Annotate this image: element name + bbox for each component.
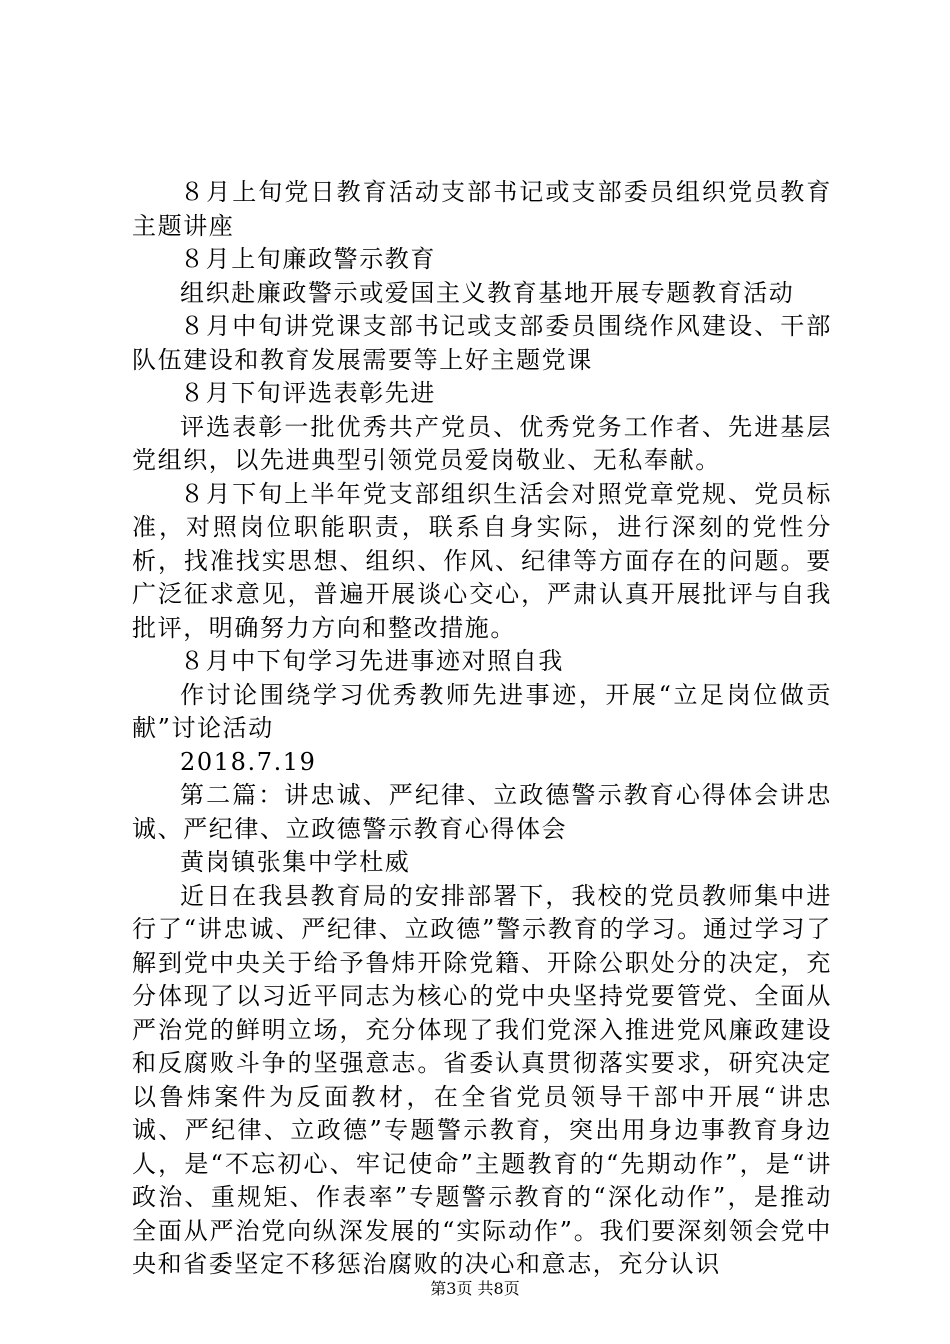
paragraph-8: ８月中下旬学习先进事迹对照自我 [180, 647, 564, 675]
paragraph-5: ８月下旬评选表彰先进 [180, 379, 436, 407]
paragraph-9: 作讨论围绕学习优秀教师先进事迹，开展“立足岗位做贡献”讨论活动 [132, 680, 832, 742]
paragraph-7: ８月下旬上半年党支部组织生活会对照党章党规、党员标准，对照岗位职能职责，联系自身实际，进行深刻的党性分析，找准找实思想、组织、作风、纪律等方面存在的问题。要广泛征求意见，普遍开展谈心交心，严肃认真开展批评与自我批评，明确努力方向和整改措施。 [132, 479, 832, 642]
paragraph-date: 2018.7.19 [180, 747, 317, 776]
paragraph-3: 组织赴廉政警示或爱国主义教育基地开展专题教育活动 [180, 278, 795, 307]
page-number-footer: 第3页 共8页 [430, 1279, 520, 1298]
paragraph-2: ８月上旬廉政警示教育 [180, 245, 436, 273]
paragraph-1: ８月上旬党日教育活动支部书记或支部委员组织党员教育主题讲座 [132, 178, 832, 240]
paragraph-author: 黄岗镇张集中学杜威 [180, 848, 411, 876]
document-body [132, 176, 832, 1282]
paragraph-body: 近日在我县教育局的安排部署下，我校的党员教师集中进行了“讲忠诚、严纪律、立政德”警示教育的学习。通过学习了解到党中央关于给予鲁炜开除党籍、开除公职处分的决定，充分体现了以习近平同志为核心的党中央坚持党要管党、全面从严治党的鲜明立场，充分体现了我们党深入推进党风廉政建设和反腐败斗争的坚强意志。省委认真贯彻落实要求，研究决定以鲁炜案件为反面教材，在全省党员领导干部中开展“讲忠诚、严纪律、立政德”专题警示教育，突出用身边事教育身边人，是“不忘初心、牢记使命”主题教育的“先期动作”，是“讲政治、重规矩、作表率”专题警示教育的“深化动作”，是推动全面从严治党向纵深发展的“实际动作”。我们要深刻领会党中央和省委坚定不移惩治腐败的决心和意志，充分认识 [132, 881, 832, 1278]
paragraph-6: 评选表彰一批优秀共产党员、优秀党务工作者、先进基层党组织，以先进典型引领党员爱岗敬业、无私奉献。 [132, 412, 832, 474]
paragraph-4: ８月中旬讲党课支部书记或支部委员围绕作风建设、干部队伍建设和教育发展需要等上好主题党课 [132, 312, 832, 374]
paragraph-section-title: 第二篇：讲忠诚、严纪律、立政德警示教育心得体会讲忠诚、严纪律、立政德警示教育心得体会 [132, 781, 832, 843]
